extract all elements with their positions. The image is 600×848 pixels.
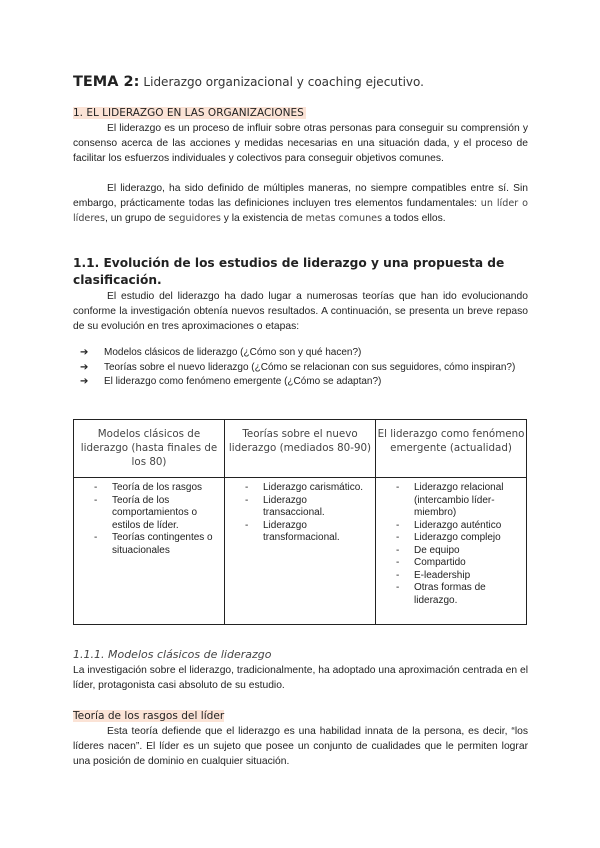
- list-item: - Teoría de los comportamientos o estilos de líder.: [94, 494, 198, 531]
- title-bold: TEMA 2:: [73, 74, 140, 90]
- rasgos-p1-text: Esta teoría defiende que el liderazgo es una habilidad innata de la persona, es decir, “los líderes nacen”. El líder es un sujeto que posee un conjunto de cualidades que le permiten lograr una posición de dominio en cualquier situación.: [73, 726, 528, 767]
- title-rest: Liderazgo organizacional y coaching ejecutivo.: [143, 75, 424, 89]
- section1-p2-a: El liderazgo, ha sido definido de múltiples maneras, no siempre compatibles entre sí. Sin embargo, prácticamente todas las definiciones incluyen tres elementos fundamentales:: [73, 183, 528, 209]
- section-heading-1: 1. EL LIDERAZGO EN LAS ORGANIZACIONES: [73, 107, 304, 119]
- leadership-stages-table: [73, 419, 527, 625]
- subsection-heading-rasgos: Teoría de los rasgos del líder: [73, 710, 225, 722]
- list-item: - Liderazgo transformacional.: [245, 519, 340, 543]
- section1-paragraph-1: [73, 121, 528, 166]
- arrow-right-icon: ➔: [80, 361, 89, 373]
- list-item: - E-leadership: [396, 569, 471, 581]
- section1-paragraph-2: [73, 181, 528, 226]
- list-item: - Liderazgo complejo: [396, 532, 501, 543]
- table-header-row: [74, 420, 527, 478]
- list-item: ➔ El liderazgo como fenómeno emergente (¿Cómo se adaptan?): [78, 375, 518, 390]
- list-item: - Teorías contingentes o situacionales: [94, 532, 213, 556]
- section1-p2-c: y la existencia de: [220, 213, 306, 224]
- section11-p1-text: El estudio del liderazgo ha dado lugar a numerosas teorías que han ido evolucionando conforme la investigación obtenía nuevos resultados. A continuación, se presenta un breve repaso de su evolución en tres aproximaciones o etapas:: [73, 291, 528, 332]
- list-item: ➔ Modelos clásicos de liderazgo (¿Cómo son y qué hacen?): [78, 346, 518, 361]
- keyword-seguidores: seguidores: [168, 213, 221, 224]
- table-cell-classic: [74, 478, 225, 625]
- section1-p1-text: El liderazgo es un proceso de influir sobre otras personas para conseguir su comprensión y consenso acerca de las acciones y medidas necesarias en una situación dada, y el proceso de facilitar los esfuerzos individuales y colectivos para conseguir objetivos comunes.: [73, 123, 528, 164]
- table-header-cell: El liderazgo como fenómeno emergente (actualidad): [376, 420, 527, 478]
- section-heading-1-1-1: 1.1.1. Modelos clásicos de liderazgo: [73, 648, 272, 661]
- table-header-cell: Teorías sobre el nuevo liderazgo (mediados 80-90): [225, 420, 376, 478]
- list-item: - Compartido: [396, 557, 466, 568]
- rasgos-paragraph-1: [73, 724, 528, 769]
- stages-list: [78, 346, 518, 390]
- section11-paragraph-1: [73, 289, 528, 334]
- page-title: [73, 74, 424, 90]
- list-item: - Liderazgo carismático.: [245, 482, 364, 493]
- table-cell-new: [225, 478, 376, 625]
- list-item: - Liderazgo transaccional.: [245, 494, 325, 518]
- list-item: - De equipo: [396, 544, 460, 556]
- section-heading-1-1: 1.1. Evolución de los estudios de liderazgo y una propuesta de clasificación.: [73, 256, 505, 287]
- list-item: - Liderazgo auténtico: [396, 519, 502, 531]
- arrow-right-icon: ➔: [80, 347, 89, 358]
- section1-p2-d: a todos ellos.: [382, 213, 446, 224]
- list-item: - Teoría de los rasgos: [94, 482, 203, 493]
- section1-p2-b: , un grupo de: [104, 213, 169, 224]
- table-row: [74, 478, 527, 625]
- keyword-lider: un líder o líderes: [73, 198, 528, 224]
- list-item: ➔ Teorías sobre el nuevo liderazgo (¿Cómo se relacionan con sus seguidores, cómo inspiran?): [78, 361, 518, 376]
- section111-paragraph-1: La investigación sobre el liderazgo, tradicionalmente, ha adoptado una aproximación centrada en el líder, protagonista casi absoluto de su estudio.: [73, 665, 528, 691]
- list-item: - Otras formas de liderazgo.: [396, 582, 486, 606]
- list-item: - Liderazgo relacional (intercambio líder-miembro): [396, 482, 504, 518]
- arrow-right-icon: ➔: [80, 376, 89, 387]
- keyword-metas: metas comunes: [305, 213, 383, 224]
- table-cell-emergent: [376, 478, 527, 625]
- table-header-cell: Modelos clásicos de liderazgo (hasta finales de los 80): [74, 420, 225, 478]
